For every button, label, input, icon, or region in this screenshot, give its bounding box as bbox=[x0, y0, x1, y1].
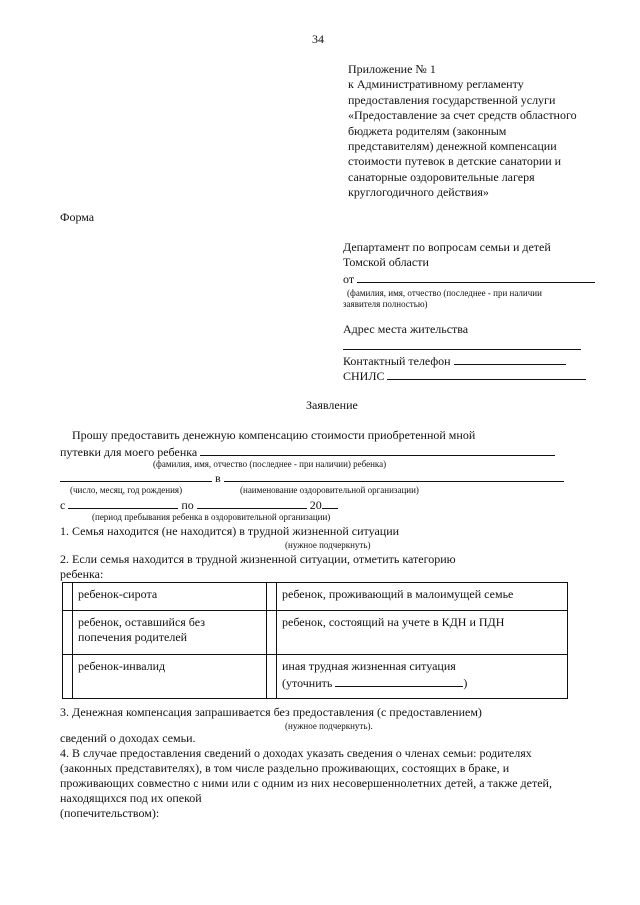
organization-field[interactable] bbox=[224, 469, 564, 482]
from-label: от bbox=[343, 272, 355, 286]
item-4-line-5: (попечительством): bbox=[60, 806, 160, 820]
category-no-care-line-1: ребенок, оставшийся без bbox=[78, 615, 205, 629]
request-line-2 bbox=[60, 443, 555, 460]
category-other-line-2 bbox=[282, 674, 562, 691]
category-orphan: ребенок-сирота bbox=[73, 583, 267, 611]
period-from-label: с bbox=[60, 498, 66, 512]
page-number: 34 bbox=[312, 32, 324, 46]
category-kdn: ребенок, состоящий на учете в КДН и ПДН bbox=[277, 611, 568, 655]
child-name-field[interactable] bbox=[200, 443, 555, 456]
from-field[interactable] bbox=[357, 270, 595, 283]
request-child-label: путевки для моего ребенка bbox=[60, 445, 198, 459]
address-label: Адрес места жительства bbox=[343, 322, 469, 336]
item-1-text: 1. Семья находится (не находится) в трудной жизненной ситуации bbox=[60, 524, 400, 538]
snils-row bbox=[343, 367, 586, 384]
annex-line-1: Приложение № 1 bbox=[348, 62, 436, 76]
item-4-line-2: (законных представителях), в том числе раздельно проживающих, состоящих в браке, и bbox=[60, 761, 510, 775]
organization-hint: (наименование оздоровительной организации) bbox=[240, 485, 419, 495]
in-label: в bbox=[215, 471, 221, 485]
annex-line-8: санаторные оздоровительные лагеря bbox=[348, 169, 535, 184]
annex-line-7: стоимости путевок в детские санатории и bbox=[348, 154, 562, 169]
form-label: Форма bbox=[60, 210, 95, 224]
annex-line-9: круглогодичного действия» bbox=[348, 185, 489, 200]
annex-line-2: к Административному регламенту bbox=[348, 77, 524, 92]
item-4-line-4: находящихся под их опекой bbox=[60, 791, 202, 805]
category-other bbox=[277, 655, 568, 699]
category-table bbox=[62, 582, 568, 699]
period-to-label: по bbox=[181, 498, 194, 512]
phone-field[interactable] bbox=[454, 352, 566, 365]
child-name-hint: (фамилия, имя, отчество (последнее - при наличии) ребенка) bbox=[153, 459, 387, 469]
snils-field[interactable] bbox=[387, 367, 586, 380]
phone-label: Контактный телефон bbox=[343, 354, 451, 368]
period-row bbox=[60, 496, 338, 513]
checkbox-low-income[interactable] bbox=[267, 583, 277, 611]
category-other-line-1: иная трудная жизненная ситуация bbox=[282, 659, 456, 673]
item-4-line-3: проживающих совместно с ними или с одним из них несовершеннолетних детей, а также детей, bbox=[60, 776, 552, 790]
category-row-2 bbox=[63, 611, 568, 655]
item-3-line-2: сведений о доходах семьи. bbox=[60, 731, 196, 745]
checkbox-no-care[interactable] bbox=[63, 611, 73, 655]
from-hint-line-1: (фамилия, имя, отчество (последнее - при наличии bbox=[347, 288, 542, 298]
address-field[interactable] bbox=[343, 349, 581, 350]
period-year-field[interactable] bbox=[322, 496, 338, 509]
item-4-line-1: 4. В случае предоставления сведений о доходах указать сведения о членах семьи: родителях bbox=[60, 746, 532, 760]
checkbox-orphan[interactable] bbox=[63, 583, 73, 611]
from-hint-line-2: заявителя полностью) bbox=[343, 299, 428, 309]
department-line-1: Департамент по вопросам семьи и детей bbox=[343, 240, 551, 254]
from-row bbox=[343, 270, 595, 287]
category-other-suffix: ) bbox=[463, 676, 468, 690]
checkbox-other[interactable] bbox=[267, 655, 277, 699]
category-row-3 bbox=[63, 655, 568, 699]
item-2-line-2: ребенка: bbox=[60, 567, 104, 581]
dob-field[interactable] bbox=[60, 469, 212, 482]
category-low-income: ребенок, проживающий в малоимущей семье bbox=[277, 583, 568, 611]
document-title: Заявление bbox=[306, 398, 358, 412]
department-line-2: Томской области bbox=[343, 255, 429, 269]
other-specify-field[interactable] bbox=[335, 674, 463, 687]
category-no-care bbox=[73, 611, 267, 655]
annex-line-5: бюджета родителям (законным bbox=[348, 123, 507, 138]
dob-hint: (число, месяц, год рождения) bbox=[70, 485, 183, 495]
checkbox-kdn[interactable] bbox=[267, 611, 277, 655]
period-year-prefix: 20 bbox=[309, 498, 322, 512]
dob-org-row bbox=[60, 469, 564, 486]
period-from-field[interactable] bbox=[68, 496, 178, 509]
item-3-line-1: 3. Денежная компенсация запрашивается без предоставления (с предоставлением) bbox=[60, 705, 482, 719]
category-row-1 bbox=[63, 583, 568, 611]
item-3-hint: (нужное подчеркнуть). bbox=[285, 721, 373, 731]
period-hint: (период пребывания ребенка в оздоровительной организации) bbox=[92, 512, 331, 522]
item-1-hint: (нужное подчеркнуть) bbox=[285, 540, 371, 550]
period-to-field[interactable] bbox=[197, 496, 307, 509]
category-other-prefix: (уточнить bbox=[282, 676, 333, 690]
request-line-1: Прошу предоставить денежную компенсацию стоимости приобретенной мной bbox=[72, 428, 476, 442]
annex-line-3: предоставления государственной услуги bbox=[348, 92, 556, 107]
item-2-line-1: 2. Если семья находится в трудной жизненной ситуации, отметить категорию bbox=[60, 552, 456, 566]
annex-line-6: представителям) денежной компенсации bbox=[348, 139, 557, 154]
annex-block bbox=[348, 62, 598, 201]
category-disabled: ребенок-инвалид bbox=[73, 655, 267, 699]
snils-label: СНИЛС bbox=[343, 369, 385, 383]
checkbox-disabled[interactable] bbox=[63, 655, 73, 699]
category-no-care-line-2: попечения родителей bbox=[78, 630, 188, 644]
annex-line-4: «Предоставление за счет средств областного bbox=[348, 108, 577, 123]
